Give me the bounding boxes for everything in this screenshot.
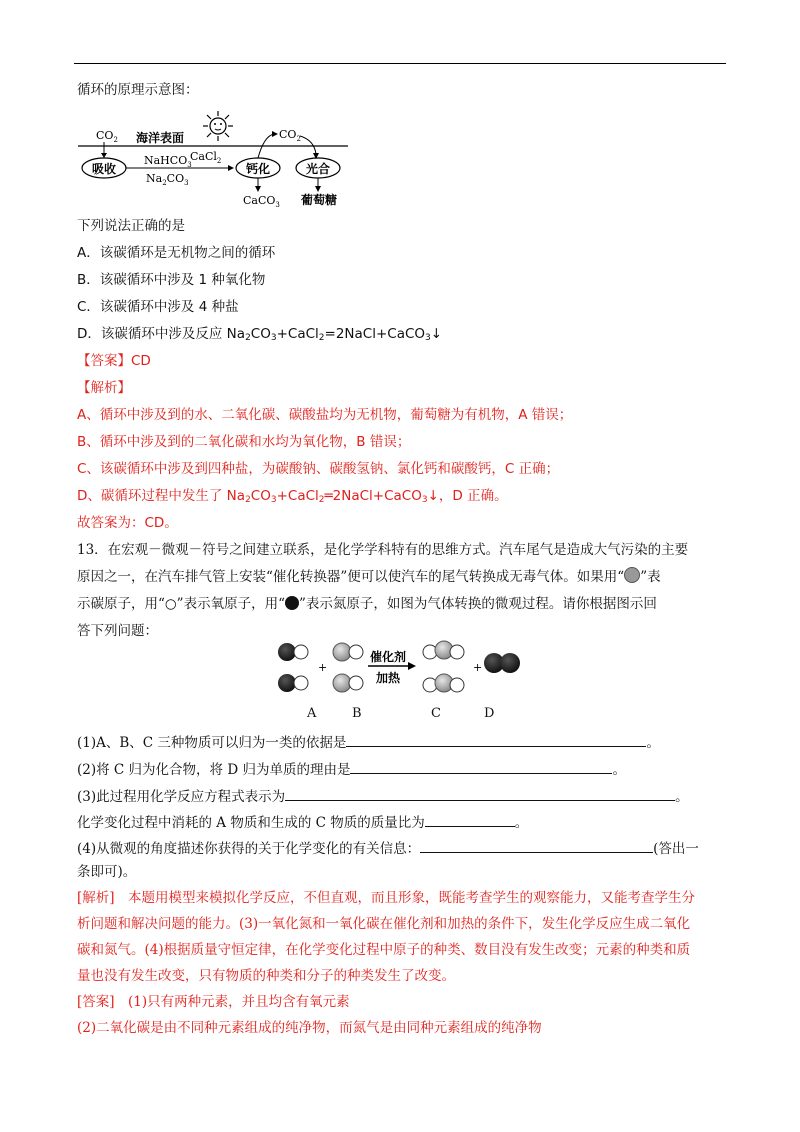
subq-4-cont: 条即可)。 bbox=[77, 864, 137, 880]
answer-label: 【答案】CD bbox=[77, 353, 151, 369]
subq-2: (2)将 C 归为化合物，将 D 归为单质的理由是 。 bbox=[77, 759, 626, 780]
option-d: D．该碳循环中涉及反应 $Na_2CO_3+CaCl_2=2NaCl+CaCO_3↓$ bbox=[77, 326, 443, 343]
molecule-c-bottom bbox=[423, 674, 464, 692]
explain-line3: 碳和氮气。(4)根据质量守恒定律，在化学变化过程中原子的种类、数目没有发生改变；元素的种类和质 bbox=[77, 942, 691, 958]
analysis-c: C、该碳循环中涉及到四种盐，为碳酸钠、碳酸氢钠、氯化钙和碳酸钙，C 正确； bbox=[77, 461, 560, 477]
q13-line4: 答下列问题： bbox=[77, 623, 158, 639]
answer-2: (2)二氧化碳是由不同种元素组成的纯净物，而氮气是由同种元素组成的纯净物 bbox=[77, 1020, 542, 1036]
nitrogen-atom-icon bbox=[285, 596, 299, 610]
heat-label: 加热 bbox=[376, 671, 401, 685]
q13-line1: 13．在宏观－微观－符号之间建立联系，是化学学科特有的思维方式。汽车尾气是造成大气污染的主要 bbox=[77, 542, 689, 558]
q13-line2: 原因之一，在汽车排气管上安装“催化转换器”便可以使汽车的尾气转换成无毒气体。如果用“ ”表 bbox=[77, 569, 661, 585]
option-a: A．该碳循环是无机物之间的循环 bbox=[77, 245, 276, 261]
explain-line2: 析问题和解决问题的能力。(3)一氧化氮和一氧化碳在催化剂和加热的条件下，发生化学反应生成二氧化 bbox=[77, 916, 691, 932]
answer-blank-3b[interactable] bbox=[425, 812, 515, 827]
subq-3: (3)此过程用化学反应方程式表示为 。 bbox=[77, 786, 689, 807]
sun-icon bbox=[203, 111, 233, 141]
molecule-d bbox=[484, 653, 520, 673]
molecule-a-bottom bbox=[278, 674, 308, 692]
answer-blank-2[interactable] bbox=[350, 759, 612, 774]
molecule-b-bottom bbox=[333, 674, 363, 692]
explain-line1: [解析] 本题用模型来模拟化学反应，不但直观，而且形象，既能考查学生的观察能力，又能考查学生分 bbox=[77, 890, 696, 906]
svg-text:光合: 光合 bbox=[306, 162, 331, 176]
glucose-label: 葡萄糖 bbox=[301, 193, 338, 207]
question-stem: 下列说法正确的是 bbox=[77, 218, 185, 234]
label-a: A bbox=[307, 706, 317, 721]
nahco3-label: NaHCO$_3$ bbox=[144, 154, 192, 169]
answer-1: [答案] (1)只有两种元素，并且均含有氧元素 bbox=[77, 994, 350, 1010]
svg-text:钙化: 钙化 bbox=[246, 162, 271, 176]
answer-blank-4[interactable] bbox=[420, 838, 653, 853]
carbon-cycle-diagram bbox=[78, 108, 368, 208]
ocean-surface-label: 海洋表面 bbox=[136, 131, 185, 145]
analysis-b: B、循环中涉及到的二氧化碳和水均为氧化物，B 错误； bbox=[77, 434, 411, 450]
molecule-c-top bbox=[423, 641, 464, 659]
svg-text:吸收: 吸收 bbox=[92, 162, 117, 176]
label-b: B bbox=[352, 706, 362, 721]
label-d: D bbox=[484, 706, 495, 721]
svg-text:+: + bbox=[318, 661, 328, 674]
co2-top-label: $CO_2$ bbox=[279, 128, 301, 143]
co2-left-label: $CO_2$ bbox=[96, 129, 118, 144]
subq-4: (4)从微观的角度描述你获得的关于化学变化的有关信息： (答出一 bbox=[77, 838, 699, 859]
option-c: C．该碳循环中涉及 4 种盐 bbox=[77, 299, 239, 315]
subq-1: (1)A、B、C 三种物质可以归为一类的依据是 。 bbox=[77, 732, 660, 753]
molecule-b-top bbox=[333, 643, 363, 661]
explain-line4: 量也没有发生改变，只有物质的种类和分子的种类发生了改变。 bbox=[77, 968, 455, 984]
catalyst-label: 催化剂 bbox=[370, 650, 407, 664]
carbon-atom-icon bbox=[624, 567, 640, 583]
label-c: C bbox=[431, 706, 441, 721]
svg-text:+: + bbox=[473, 661, 483, 674]
header-rule bbox=[74, 63, 726, 64]
molecule-a-top bbox=[278, 643, 308, 661]
caco3-label: CaCO$_3$ bbox=[243, 194, 280, 208]
analysis-a: A、循环中涉及到的水、二氧化碳、碳酸盐均为无机物，葡萄糖为有机物，A 错误； bbox=[77, 407, 573, 423]
analysis-d: D、碳循环过程中发生了 $Na_2CO_3+CaCl_2═2NaCl+CaCO_3↓$，D 正确。 bbox=[77, 488, 508, 505]
intro-text: 循环的原理示意图： bbox=[77, 82, 199, 98]
subq-3b: 化学变化过程中消耗的 A 物质和生成的 C 物质的质量比为 。 bbox=[77, 812, 528, 833]
analysis-conclusion: 故答案为：CD。 bbox=[77, 515, 178, 531]
option-b: B．该碳循环中涉及 1 种氧化物 bbox=[77, 272, 266, 288]
answer-blank-3[interactable] bbox=[285, 786, 675, 801]
answer-blank-1[interactable] bbox=[346, 732, 646, 747]
q13-line3: 示碳原子，用“○”表示氧原子，用“ ”表示氮原子，如图为气体转换的微观过程。请你根据图示回 bbox=[77, 596, 657, 612]
cacl2-label: CaCl$_2$ bbox=[190, 150, 222, 165]
analysis-label: 【解析】 bbox=[77, 380, 131, 396]
na2co3-label: $Na_2CO_3$ bbox=[146, 172, 189, 187]
reaction-diagram bbox=[270, 636, 540, 702]
